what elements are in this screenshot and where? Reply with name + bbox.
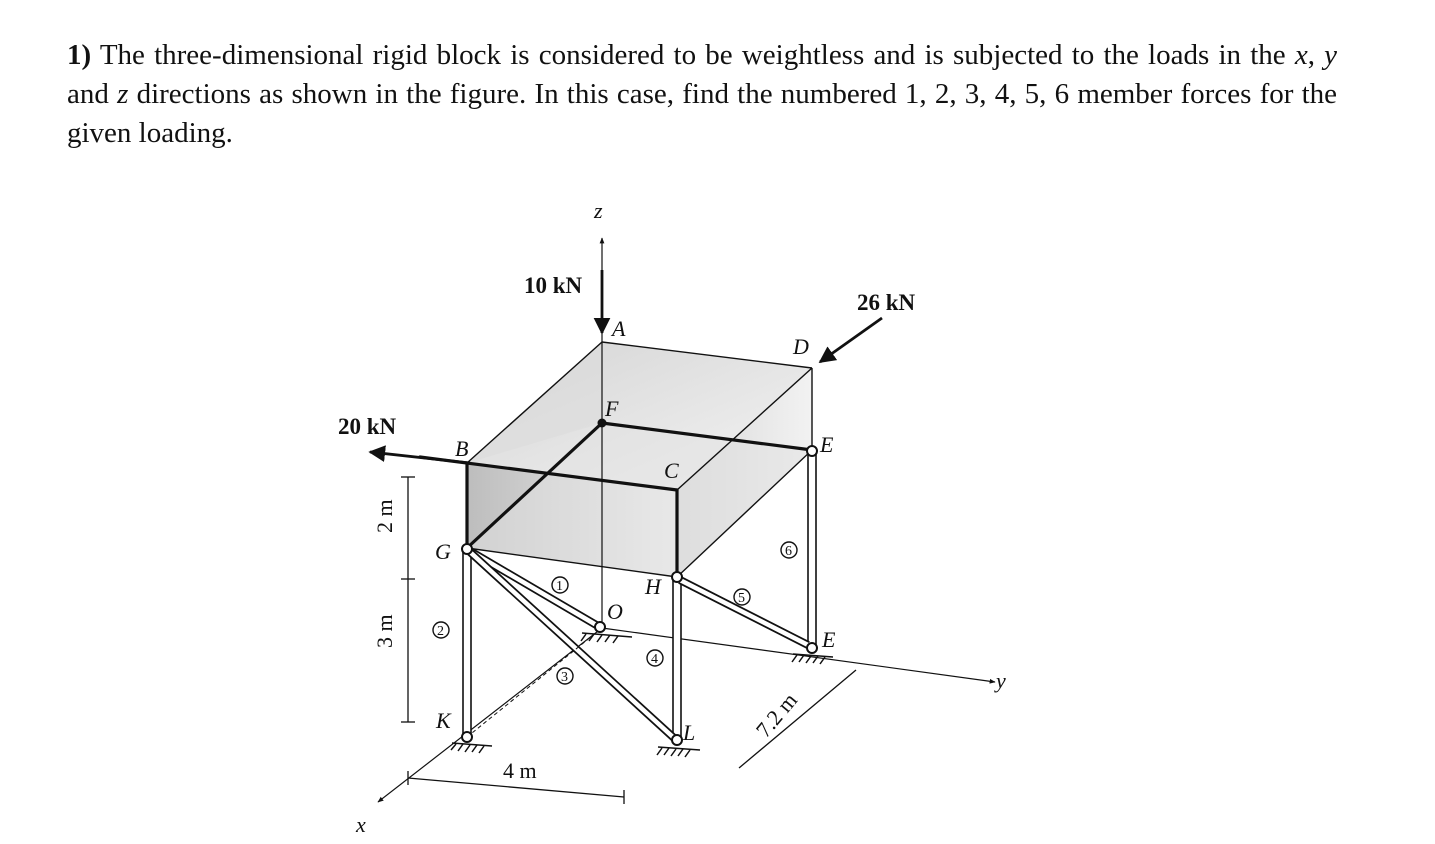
label-point-g: G [435, 539, 451, 564]
label-point-e-bottom: E [822, 627, 836, 652]
ground-o-hatch-1 [581, 634, 586, 641]
label-26kn: 26 kN [857, 290, 916, 315]
ground-o-hatch-3 [597, 635, 602, 642]
var-y: y [1324, 39, 1337, 71]
label-point-f: F [605, 396, 619, 421]
member-number-6-text: 6 [785, 544, 792, 559]
label-point-d: D [793, 334, 809, 359]
problem-text-2: directions as shown in the figure. In this case, find the numbered 1, 2, 3, 4, 5, 6 member forces for the given loading. [67, 78, 1338, 149]
label-point-k: K [436, 708, 451, 733]
joint-l [672, 735, 682, 745]
member-number-4-text: 4 [651, 652, 658, 667]
member-number-5-text: 5 [738, 591, 745, 606]
label-point-h: H [645, 574, 661, 599]
member-number-3-text: 3 [561, 670, 568, 685]
ground-l-hatch-2 [664, 748, 669, 755]
ground-k-hatch-4 [472, 745, 477, 752]
ground-l-hatch-1 [657, 748, 662, 755]
label-point-o: O [607, 599, 623, 624]
joint-e-top [807, 446, 817, 456]
sep-2: and [67, 78, 118, 110]
joint-h [672, 572, 682, 582]
label-point-c: C [664, 458, 679, 483]
member-number-1-text: 1 [556, 579, 563, 594]
label-x-axis: x [356, 812, 366, 837]
hidden-lines [467, 628, 602, 737]
x-axis [378, 628, 602, 802]
var-z: z [117, 78, 129, 110]
label-y-axis: y [996, 668, 1006, 693]
label-dim-2m: 2 m [372, 499, 397, 533]
member-6-bar [808, 455, 816, 647]
member-number-5 [734, 589, 750, 606]
joint-e-bottom [807, 643, 817, 653]
ground-l-hatch-5 [685, 750, 690, 757]
diagonal-members [470, 551, 808, 738]
base-k-o [467, 628, 602, 737]
joint-g [462, 544, 472, 554]
load-26kn-arrow [820, 318, 882, 362]
problem-number: 1) [67, 39, 92, 71]
joint-k [462, 732, 472, 742]
ground-l [657, 747, 700, 757]
ground-k-hatch-5 [479, 746, 484, 753]
member-2-bar [463, 552, 471, 735]
joint-o [595, 622, 605, 632]
ground-o-line [582, 633, 632, 637]
ground-l-hatch-4 [678, 749, 683, 756]
label-10kn: 10 kN [524, 273, 583, 298]
var-x: x [1294, 39, 1308, 71]
ground-o-hatch-4 [605, 635, 610, 642]
ground-k-line [452, 743, 492, 746]
sep-1: , [1307, 39, 1325, 71]
ground-k-hatch-2 [458, 744, 463, 751]
ground-e-hatch-2 [799, 655, 804, 662]
label-dim-3m: 3 m [372, 614, 397, 648]
label-20kn: 20 kN [338, 414, 397, 439]
label-point-a: A [612, 316, 626, 341]
ground-k-hatch-3 [465, 745, 470, 752]
label-point-e-top: E [820, 432, 834, 457]
ground-k [451, 743, 492, 753]
problem-text-1: The three-dimensional rigid block is considered to be weightless and is subjected to the loads in the [91, 39, 1295, 71]
member-number-4 [647, 650, 663, 667]
member-4-bar [673, 581, 681, 739]
label-z-axis: z [594, 198, 603, 223]
member-number-2-text: 2 [437, 624, 444, 639]
member-number-6 [781, 542, 797, 559]
label-dim-7-2m: 7.2 m [750, 687, 803, 743]
ground-e-hatch-1 [792, 655, 797, 662]
member-number-3 [557, 668, 573, 685]
ground-l-line [658, 747, 700, 750]
label-dim-4m: 4 m [503, 758, 537, 783]
label-point-l: L [683, 720, 696, 745]
rigid-block [467, 342, 812, 577]
ground-o-hatch-5 [613, 636, 618, 643]
member-number-1 [552, 577, 568, 594]
member-number-2 [433, 622, 449, 639]
label-point-b: B [455, 436, 469, 461]
ground-l-hatch-3 [671, 749, 676, 756]
ground-e-hatch-3 [806, 656, 811, 663]
